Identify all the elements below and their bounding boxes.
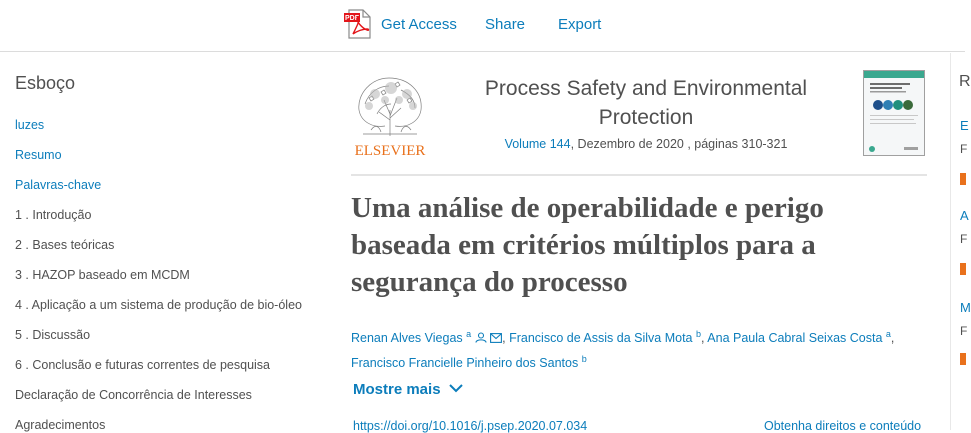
outline-item[interactable]: 2 . Bases teóricas: [15, 238, 115, 252]
get-rights-link[interactable]: Obtenha direitos e conteúdo: [764, 419, 922, 433]
outline-title: Esboço: [15, 73, 76, 93]
article-title: Uma análise de operabilidade e perigo baseada em critérios múltiplos para a segurança do processo: [351, 192, 824, 298]
outline-item[interactable]: 4 . Aplicação a um sistema de produção de bio-óleo: [15, 298, 302, 312]
outline-item[interactable]: Palavras-chave: [15, 178, 102, 192]
outline-item[interactable]: 5 . Discussão: [15, 328, 91, 342]
issue-date-pages: , Dezembro de 2020 , páginas 310-321: [570, 137, 788, 151]
article-outline: [0, 53, 330, 430]
show-more-button[interactable]: [353, 381, 463, 398]
article-toolbar: [0, 0, 965, 52]
pdf-icon[interactable]: [960, 353, 966, 365]
author-name: Renan Alves Viegas: [351, 331, 463, 346]
export-button[interactable]: Export: [558, 16, 602, 33]
author-separator: ,: [502, 331, 506, 346]
pdf-icon[interactable]: [960, 263, 966, 275]
pdf-icon[interactable]: [960, 173, 966, 185]
journal-title[interactable]: Process Safety and Environmental Protection: [484, 77, 808, 129]
author-name: Ana Paula Cabral Seixas Costa: [707, 331, 883, 346]
author-link[interactable]: [707, 331, 891, 345]
outline-item[interactable]: 3 . HAZOP baseado em MCDM: [15, 268, 190, 282]
recommended-articles-panel: [950, 53, 971, 430]
outline-item[interactable]: 6 . Conclusão e futuras correntes de pesquisa: [15, 358, 271, 372]
author-link[interactable]: [351, 356, 587, 370]
author-separator: ,: [701, 331, 705, 346]
recommended-article-title[interactable]: M: [960, 300, 971, 315]
author-affiliation: a: [466, 329, 472, 339]
recommended-article-meta: F: [960, 142, 968, 156]
get-access-button[interactable]: Get Access: [381, 16, 457, 33]
email-icon[interactable]: [490, 333, 502, 343]
chevron-down-icon: [449, 384, 463, 393]
author-link[interactable]: [509, 331, 701, 345]
header-divider: [351, 174, 927, 176]
recommended-article-meta: F: [960, 324, 968, 338]
share-button[interactable]: Share: [485, 16, 526, 33]
recommended-article-title[interactable]: A: [960, 208, 969, 223]
outline-item[interactable]: Declaração de Concorrência de Interesses: [15, 388, 252, 402]
outline-item[interactable]: luzes: [15, 118, 45, 132]
recommended-article-title[interactable]: E: [960, 118, 969, 133]
elsevier-logo[interactable]: [351, 70, 429, 158]
author-affiliation: b: [696, 329, 702, 339]
pdf-icon-label: PDF: [345, 15, 359, 22]
person-icon[interactable]: [475, 332, 487, 343]
doi-link[interactable]: https://doi.org/10.1016/j.psep.2020.07.034: [353, 419, 588, 433]
pdf-icon[interactable]: [343, 8, 373, 40]
author-name: Francisco de Assis da Silva Mota: [509, 331, 693, 346]
journal-cover-image: [864, 71, 924, 155]
elsevier-wordmark: ELSEVIER: [354, 143, 426, 159]
show-more-label: Mostre mais: [353, 381, 441, 398]
recommended-article-meta: F: [960, 232, 968, 246]
author-separator: ,: [890, 331, 895, 346]
author-affiliation: b: [581, 354, 587, 365]
author-name: Francisco Francielle Pinheiro dos Santos: [351, 356, 579, 371]
outline-item[interactable]: Agradecimentos: [15, 418, 106, 432]
outline-item[interactable]: Resumo: [15, 148, 62, 162]
panel-heading: R: [959, 73, 971, 90]
outline-item[interactable]: 1 . Introdução: [15, 208, 92, 222]
author-affiliation: a: [885, 329, 891, 339]
volume-link[interactable]: Volume 144: [504, 137, 571, 151]
journal-cover-thumbnail[interactable]: [863, 70, 925, 156]
journal-issue-info: [440, 137, 852, 151]
author-link[interactable]: [351, 331, 471, 345]
author-list: [351, 324, 931, 374]
